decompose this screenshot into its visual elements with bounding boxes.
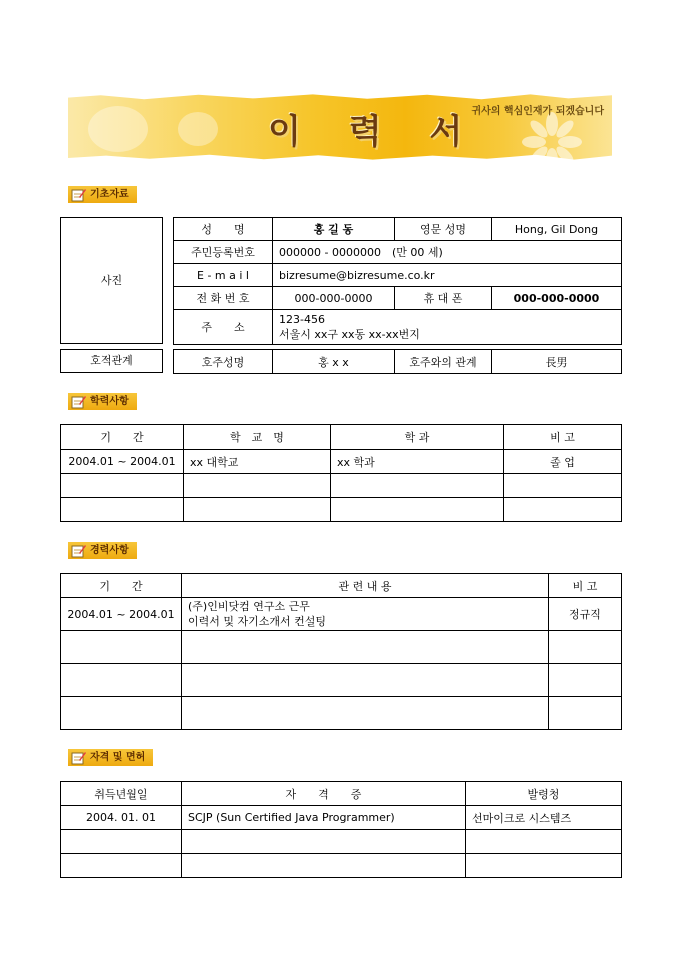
eng-name-value: Hong, Gil Dong	[492, 218, 622, 241]
head-value: 홍 x x	[273, 350, 395, 374]
pencil-memo-icon	[71, 543, 86, 558]
table-cell	[61, 830, 182, 854]
table-cell	[182, 854, 466, 878]
table-cell	[182, 697, 549, 730]
section-title: 학력사항	[90, 396, 129, 407]
banner-slogan: 귀사의 핵심인재가 되겠습니다	[471, 106, 604, 117]
column-header: 비 고	[504, 425, 622, 450]
career-detail-line: (주)인비닷컴 연구소 근무	[188, 600, 310, 613]
column-header: 기 간	[61, 574, 182, 598]
education-table	[60, 424, 622, 522]
table-cell	[184, 498, 331, 522]
address-value	[273, 310, 622, 345]
table-cell: xx 대학교	[184, 450, 331, 474]
table-cell: 졸 업	[504, 450, 622, 474]
photo-box	[60, 217, 163, 344]
column-header: 학 교 명	[184, 425, 331, 450]
table-cell	[61, 498, 184, 522]
flower-icon	[522, 112, 582, 162]
table-cell: 2004.01 ~ 2004.01	[61, 598, 182, 631]
banner-decoration	[88, 106, 148, 152]
rrn-value: 000000 - 0000000 (만 00 세)	[273, 241, 622, 264]
column-header: 비 고	[549, 574, 622, 598]
table-cell	[331, 474, 504, 498]
banner-decoration	[178, 112, 218, 146]
table-cell	[61, 854, 182, 878]
table-cell	[331, 498, 504, 522]
head-label: 호주성명	[174, 350, 273, 374]
phone-value: 000-000-0000	[273, 287, 395, 310]
table-row	[61, 598, 622, 631]
table-cell	[61, 474, 184, 498]
pencil-memo-icon	[71, 187, 86, 202]
table-cell	[182, 598, 549, 631]
table-cell	[549, 664, 622, 697]
family-table	[173, 349, 622, 374]
relation-label: 호주와의 관계	[395, 350, 492, 374]
table-cell	[504, 474, 622, 498]
table-cell	[61, 697, 182, 730]
table-cell	[549, 697, 622, 730]
table-cell: 선마이크로 시스템즈	[466, 806, 622, 830]
phone-label: 전 화 번 호	[174, 287, 273, 310]
table-cell	[549, 631, 622, 664]
career-detail-line: 이력서 및 자기소개서 컨설팅	[188, 615, 327, 628]
address-line1: 123-456	[279, 313, 325, 326]
table-row	[61, 697, 622, 730]
section-title: 경력사항	[90, 545, 129, 556]
email-label: E - m a i l	[174, 264, 273, 287]
table-cell	[504, 498, 622, 522]
relation-value: 長男	[492, 350, 622, 374]
license-table	[60, 781, 622, 878]
section-header-career	[68, 542, 137, 559]
eng-name-label: 영문 성명	[395, 218, 492, 241]
pencil-memo-icon	[71, 394, 86, 409]
table-row	[61, 830, 622, 854]
table-cell	[184, 474, 331, 498]
title-banner	[68, 92, 612, 162]
name-label: 성 명	[174, 218, 273, 241]
banner-edge	[68, 92, 612, 100]
rrn-label: 주민등록번호	[174, 241, 273, 264]
section-header-license	[68, 749, 153, 766]
column-header: 자 격 증	[182, 782, 466, 806]
table-row	[61, 806, 622, 830]
table-row	[61, 854, 622, 878]
career-table	[60, 573, 622, 730]
table-cell	[182, 664, 549, 697]
section-header-basic	[68, 186, 137, 203]
table-cell: xx 학과	[331, 450, 504, 474]
table-cell	[182, 631, 549, 664]
table-cell: SCJP (Sun Certified Java Programmer)	[182, 806, 466, 830]
address-label: 주 소	[174, 310, 273, 345]
column-header: 취득년월일	[61, 782, 182, 806]
photo-label: 사진	[100, 274, 123, 287]
section-header-education	[68, 393, 137, 410]
table-cell: 2004. 01. 01	[61, 806, 182, 830]
table-row	[61, 498, 622, 522]
column-header: 관 련 내 용	[182, 574, 549, 598]
table-cell	[466, 854, 622, 878]
table-cell	[61, 631, 182, 664]
email-value: bizresume@bizresume.co.kr	[273, 264, 622, 287]
table-cell	[466, 830, 622, 854]
mobile-value: 000-000-0000	[492, 287, 622, 310]
family-relation-label	[60, 349, 163, 373]
mobile-label: 휴 대 폰	[395, 287, 492, 310]
column-header: 발령청	[466, 782, 622, 806]
table-row	[61, 474, 622, 498]
page-title: 이 력 서	[268, 112, 481, 152]
table-cell	[182, 830, 466, 854]
table-cell	[61, 664, 182, 697]
section-title: 자격 및 면허	[90, 752, 146, 763]
table-row	[61, 631, 622, 664]
basic-info-table	[173, 217, 622, 345]
column-header: 기 간	[61, 425, 184, 450]
table-cell: 2004.01 ~ 2004.01	[61, 450, 184, 474]
address-line2: 서울시 xx구 xx동 xx-xx번지	[279, 328, 420, 341]
section-title: 기초자료	[90, 189, 129, 200]
pencil-memo-icon	[71, 750, 86, 765]
table-cell: 정규직	[549, 598, 622, 631]
name-value: 홍 길 동	[273, 218, 395, 241]
column-header: 학 과	[331, 425, 504, 450]
table-row	[61, 664, 622, 697]
table-row	[61, 450, 622, 474]
family-label-text: 호적관계	[90, 354, 133, 367]
